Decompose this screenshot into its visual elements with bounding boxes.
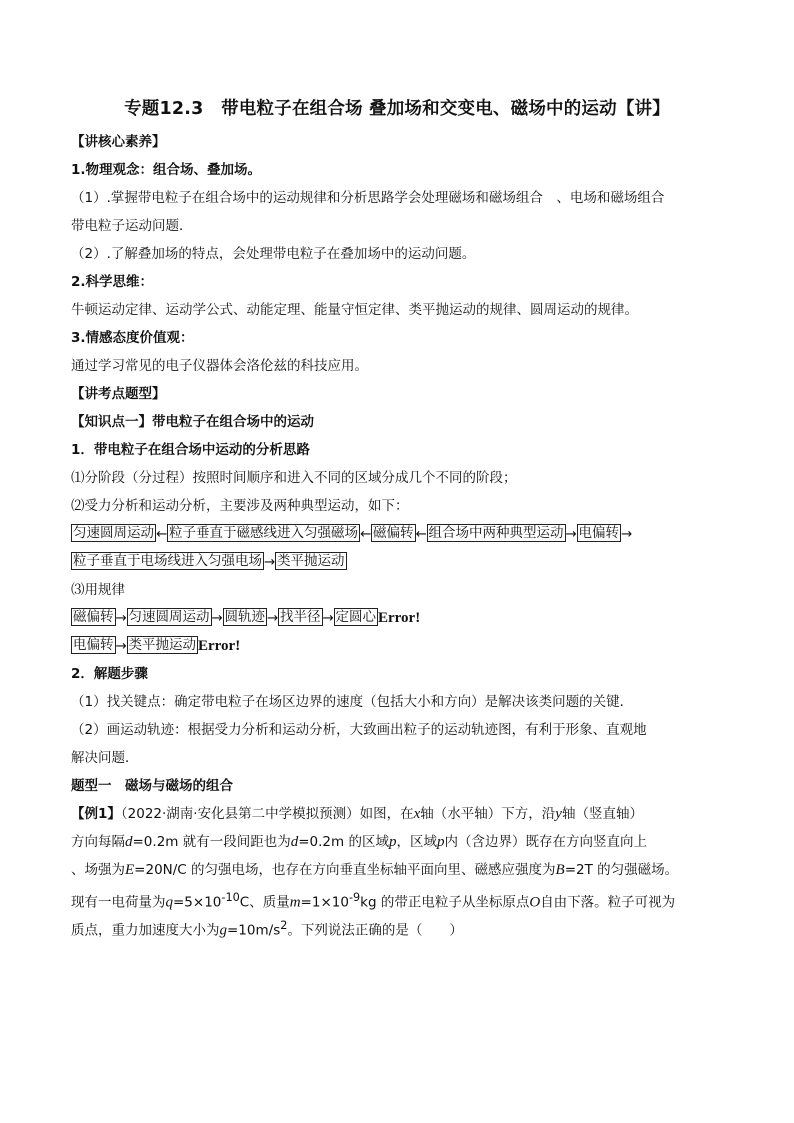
exponent: -10 bbox=[221, 891, 240, 904]
document-body bbox=[71, 128, 723, 940]
example-text: =10m/s bbox=[227, 922, 281, 939]
type-1-heading: 题型一 磁场与磁场的组合 bbox=[71, 778, 233, 794]
arrow-right-icon: → bbox=[322, 610, 334, 626]
example-text: =0.2m 就有一段间距也为 bbox=[132, 834, 291, 850]
step-1-item-3: ⑶用规律 bbox=[71, 582, 125, 598]
arrow-right-icon: → bbox=[621, 526, 633, 542]
flow-box: 圆轨迹 bbox=[224, 609, 265, 625]
section-heading-topics: 【讲考点题型】 bbox=[71, 386, 166, 402]
step-2-item-2a: （2）画运动轨迹：根据受力分析和运动分析，大致画出粒子的运动轨迹图，有利于形象、直观地 bbox=[71, 722, 647, 738]
math-var: p bbox=[436, 834, 445, 850]
arrow-right-icon: → bbox=[115, 610, 127, 626]
point-1-heading: 1.物理观念：组合场、叠加场。 bbox=[71, 162, 262, 178]
math-var: O bbox=[529, 894, 541, 911]
math-var: y bbox=[555, 806, 562, 822]
flow-box: 粒子垂直于电场线进入匀强电场 bbox=[73, 553, 262, 569]
math-var: x bbox=[413, 806, 421, 822]
example-text: C、质量 bbox=[239, 894, 290, 911]
step-1-heading: 1．带电粒子在组合场中运动的分析思路 bbox=[71, 442, 310, 458]
example-line-2 bbox=[71, 828, 723, 856]
example-text: ，区域 bbox=[396, 834, 437, 850]
example-line-3 bbox=[71, 856, 723, 884]
example-text: =2T 的匀强磁场。 bbox=[564, 862, 679, 878]
math-var: d bbox=[290, 834, 299, 850]
error-text: Error! bbox=[378, 610, 421, 626]
example-label: 【例1】 bbox=[71, 806, 121, 822]
example-text: =1×10 bbox=[300, 894, 349, 911]
example-text: 自由下落。粒子可视为 bbox=[540, 894, 676, 911]
example-text: 轴（水平轴）下方，沿 bbox=[420, 806, 556, 822]
arrow-right-icon: → bbox=[211, 610, 223, 626]
math-var: d bbox=[125, 834, 133, 850]
point-2-heading: 2.科学思维： bbox=[71, 274, 154, 290]
math-var: E bbox=[125, 862, 135, 878]
flow-row-3 bbox=[71, 604, 723, 632]
flow-row-2 bbox=[71, 548, 723, 576]
flow-box: 定圆心 bbox=[335, 609, 376, 625]
example-text: 方向每隔 bbox=[71, 834, 125, 850]
point-3-heading: 3.情感态度价值观： bbox=[71, 330, 194, 346]
example-text: =20N/C 的匀强电场，也存在方向垂直坐标轴平面向里、磁感应强度为 bbox=[134, 862, 556, 878]
exponent: -9 bbox=[348, 891, 361, 904]
example-text: 现有一电荷量为 bbox=[71, 894, 166, 911]
arrow-left-icon: ← bbox=[360, 526, 372, 542]
math-var: p bbox=[388, 834, 397, 850]
arrow-left-icon: ← bbox=[156, 526, 168, 542]
example-text: 质点，重力加速度大小为 bbox=[71, 922, 220, 939]
example-source: （2022·湖南·安化县第二中学模拟预测） bbox=[120, 806, 360, 822]
math-var: m bbox=[289, 894, 301, 911]
point-2-body: 牛顿运动定律、运动学公式、动能定理、能量守恒定律、类平抛运动的规律、圆周运动的规律。 bbox=[71, 302, 638, 318]
point-1-item-1b: 带电粒子运动问题． bbox=[71, 218, 193, 234]
flow-box: 粒子垂直于磁感线进入匀强磁场 bbox=[169, 525, 358, 541]
step-2-item-1: （1）找关键点：确定带电粒子在场区边界的速度（包括大小和方向）是解决该类问题的关键． bbox=[71, 694, 634, 710]
flow-row-4 bbox=[71, 632, 723, 660]
math-var: B bbox=[555, 862, 565, 878]
page-title: 专题12.3 带电粒子在组合场 叠加场和交变电、磁场中的运动【讲】 bbox=[124, 99, 670, 119]
example-text: kg 的带正电粒子从坐标原点 bbox=[360, 894, 530, 911]
arrow-right-icon: → bbox=[264, 554, 276, 570]
example-text: 。下列说法正确的是（ ） bbox=[287, 922, 463, 939]
flow-box: 匀速圆周运动 bbox=[128, 609, 210, 625]
point-1-item-1a: （1）.掌握带电粒子在组合场中的运动规律和分析思路学会处理磁场和磁场组合 、电场和磁场组合 bbox=[71, 190, 665, 206]
example-text: 内（含边界）既存在方向竖直向上 bbox=[444, 834, 647, 850]
point-3-body: 通过学习常见的电子仪器体会洛伦兹的科技应用。 bbox=[71, 358, 368, 374]
error-text: Error! bbox=[198, 638, 241, 654]
flow-box: 磁偏转 bbox=[73, 609, 114, 625]
arrow-right-icon: → bbox=[115, 638, 127, 654]
step-2-item-2b: 解决问题． bbox=[71, 750, 139, 766]
flow-box: 匀速圆周运动 bbox=[73, 525, 154, 541]
flow-box: 磁偏转 bbox=[373, 525, 414, 541]
exponent: 2 bbox=[280, 919, 288, 932]
flow-box: 类平抛运动 bbox=[128, 637, 196, 653]
step-1-item-1: ⑴分阶段（分过程）按照时间顺序和进入不同的区域分成几个不同的阶段； bbox=[71, 470, 517, 486]
example-line-4 bbox=[71, 884, 723, 912]
step-1-item-2: ⑵受力分析和运动分析，主要涉及两种典型运动，如下： bbox=[71, 498, 409, 514]
example-line-5 bbox=[71, 912, 723, 940]
arrow-left-icon: ← bbox=[415, 526, 427, 542]
section-heading-core: 【讲核心素养】 bbox=[71, 134, 166, 150]
example-text: 轴（竖直轴） bbox=[561, 806, 643, 822]
flow-box: 电偏转 bbox=[578, 525, 619, 541]
flow-box: 找半径 bbox=[280, 609, 321, 625]
math-var: q bbox=[165, 894, 173, 911]
math-var: g bbox=[219, 922, 227, 939]
example-text: 、场强为 bbox=[71, 862, 125, 878]
example-text: =0.2m 的区域 bbox=[298, 834, 389, 850]
step-2-heading: 2．解题步骤 bbox=[71, 666, 148, 682]
flow-box: 电偏转 bbox=[73, 637, 114, 653]
point-1-item-2: （2）.了解叠加场的特点，会处理带电粒子在叠加场中的运动问题。 bbox=[71, 246, 476, 262]
example-text: =5×10 bbox=[173, 894, 222, 911]
flow-box: 类平抛运动 bbox=[277, 553, 345, 569]
flow-box: 组合场中两种典型运动 bbox=[428, 525, 564, 541]
example-line-1 bbox=[71, 800, 723, 828]
arrow-right-icon: → bbox=[565, 526, 577, 542]
example-text: 如图，在 bbox=[359, 806, 414, 822]
arrow-right-icon: → bbox=[267, 610, 279, 626]
knowledge-point-1: 【知识点一】带电粒子在组合场中的运动 bbox=[71, 414, 314, 430]
flow-row-1 bbox=[71, 520, 723, 548]
